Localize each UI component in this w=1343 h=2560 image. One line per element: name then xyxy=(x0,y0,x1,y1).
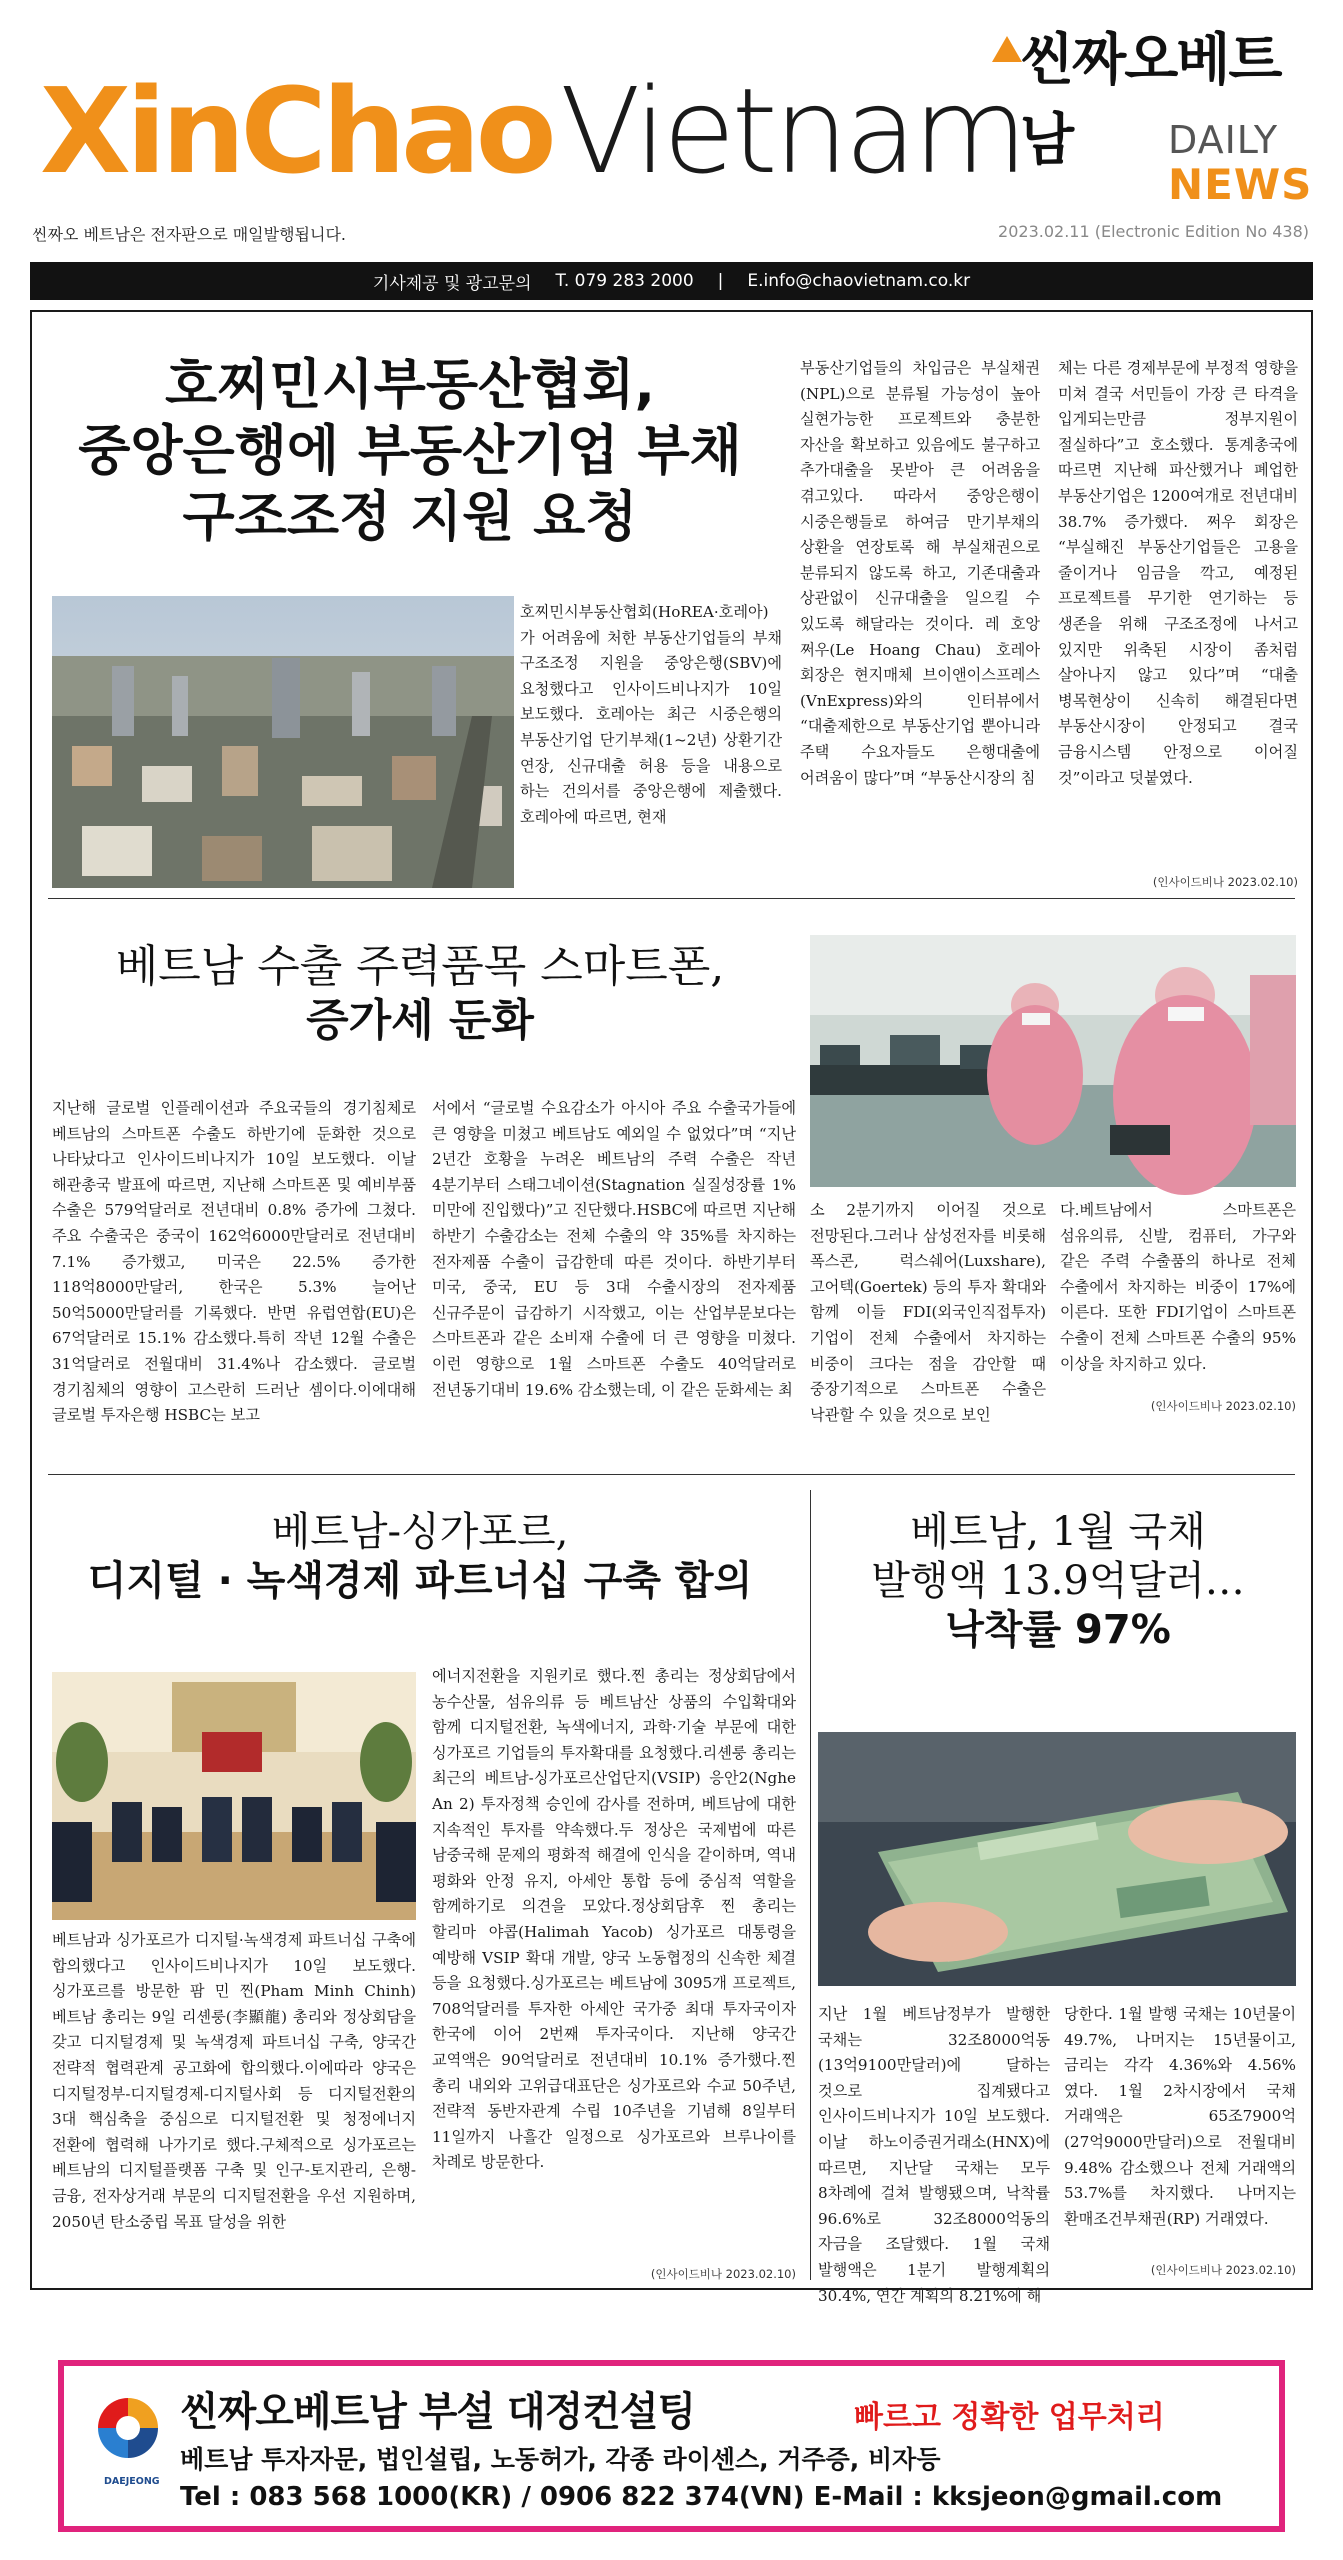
article3-body-col1: 베트남과 싱가포르가 디지털·녹색경제 파트너십 구축에 합의했다고 인사이드비나지가 10일 보도했다. 싱가포르를 방문한 팜 민 찐(Pham Minh Chinh) 베트남 총리는 9일 리셴룽(李顯龍) 총리와 정상회담을 갖고 디지털경제 및 녹색경제 파트너십 구축, 양국간 전략적 협력관계 공고화에 합의했다.이에따라 양국은 디지털정부-디지털경제-디지털사회 등 디지털전환의 3대 핵심축을 중심으로 디지털전환 및 청정에너지 전환에 협력해 나가기로 했다.구체적으로 싱가포르는 베트남의 디지털플랫폼 구축 및 인구-토지관리, 은행-금융, 전자상거래 부문의 디지털전환을 우선 지원하며, 2050년 탄소중립 목표 달성을 위한 xyxy=(52,1931,416,2231)
divider-vertical xyxy=(810,1490,811,2280)
article1-headline-line2: 중앙은행에 부동산기업 부채 xyxy=(78,418,742,482)
article2-source: (인사이드비나 2023.02.10) xyxy=(1150,1399,1296,1413)
article3-photo-summit-meeting xyxy=(52,1672,416,1920)
contact-separator: | xyxy=(717,271,724,291)
article1-body-col3: 체는 다른 경제부문에 부정적 영향을 미쳐 결국 서민들이 가장 큰 타격을 입게되는만큼 정부지원이 절실하다”고 호소했다. 통계총국에 따르면 지난해 파산했거나 폐업한 부동산기업은 1200여개로 전년대비 38.7% 증가했다. 쩌우 회장은 “부실해진 부동산기업들은 고용을 줄이거나 임금을 깍고, 예정된 프로젝트를 무기한 연기하는 등 생존을 위해 구조조정에 나서고 있지만 위축된 시장이 좀처럼 살아나지 않고 있다”며 “대출 병목현상이 신속히 해결된다면 부동산시장이 안정되고 결국 금융시스템 안정으로 이어질 것”이라고 덧붙였다. xyxy=(1058,359,1298,787)
article4-body-col2: 당한다. 1월 발행 국채는 10년물이 49.7%, 나머지는 15년물이고, 금리는 각각 4.36%와 4.56%였다. 1월 2차시장에서 국채 거래액은 65조7900억(27억9000만달러)으로 전월대비 9.48% 감소했으나 전체 거래액의 53.7%를 차지했다. 나머지는 환매조건부채권(RP) 거래였다. xyxy=(1064,2005,1296,2228)
contact-phone[interactable]: T. 079 283 2000 xyxy=(555,271,694,291)
article1-source: (인사이드비나 2023.02.10) xyxy=(1152,875,1298,889)
brand-vietnam: Vietnam xyxy=(560,62,1024,200)
article4-headline-line1: 베트남, 1월 국채 xyxy=(910,1509,1206,1555)
article1-body-col1: 호찌민시부동산협회(HoREA·호레아)가 어려움에 처한 부동산기업들의 부채 구조조정 지원을 중앙은행(SBV)에 요청했다고 인사이드비나지가 10일 보도했다. 호레아는 최근 시중은행의 부동산기업 단기부채(1~2년) 상환기간 연장, 신규대출 허용 등을 내용으로 하는 건의서를 중앙은행에 제출했다. 호레아에 따르면, 현재 xyxy=(520,603,782,826)
news-label: NEWS xyxy=(1168,160,1313,209)
daejeong-brand-text: DAEJEONG xyxy=(104,2476,160,2487)
daejeong-logo xyxy=(88,2388,168,2478)
article2-body-col3: 소 2분기까지 이어질 것으로 전망된다.그러나 삼성전자를 비롯해 폭스콘, 럭스쉐어(Luxshare), 고어텍(Goertek) 등의 투자 확대와 함께 이들 FDI(외국인직접투자) 기업이 전체 수출에서 차지하는 비중이 크다는 점을 감안할 때 중장기적으로 스마트폰 수출은 낙관할 수 있을 것으로 보인 xyxy=(810,1201,1046,1424)
ad-contact[interactable]: Tel : 083 568 1000(KR) / 0906 822 374(VN) E-Mail : kksjeon@gmail.com xyxy=(180,2482,1223,2512)
article4-headline-line2: 발행액 13.9억달러… xyxy=(871,1557,1245,1604)
brand-xinchao: XinChao xyxy=(40,62,552,200)
article1-photo-city-skyline xyxy=(52,596,514,888)
article4-body-col1: 지난 1월 베트남정부가 발행한 국채는 32조8000억동(13억9100만달러)에 달하는 것으로 집계됐다고 인사이드비나지가 10일 보도했다. 이날 하노이증권거래소(HNX)에 따르면, 지난달 국채는 모두 8차례에 걸쳐 발행됐으며, 낙착률 96.6%로 32조8000억동의 자금을 조달했다. 1월 국채 발행액은 1분기 발행계획의 30.4%, 연간 계획의 8.21%에 해 xyxy=(818,2005,1050,2305)
article2-photo-factory-workers xyxy=(810,935,1296,1187)
masthead xyxy=(0,0,1343,294)
article4-photo-banknotes xyxy=(818,1732,1296,1986)
korean-logo-text: 씬짜오베트남 xyxy=(1020,28,1281,173)
article1-headline-line1: 호찌민시부동산협회, xyxy=(165,353,655,416)
ad-slogan: 빠르고 정확한 업무처리 xyxy=(854,2400,1165,2435)
article1-body-col2: 부동산기업들의 차입금은 부실채권(NPL)으로 분류될 가능성이 높아 실현가능한 프로젝트와 충분한 자산을 확보하고 있음에도 불구하고 추가대출을 못받아 큰 어려움을 겪고있다. 따라서 중앙은행이 시중은행들로 하여금 만기부채의 상환을 연장토록 해 부실채권으로 분류되지 않도록 하고, 기존대출과 상관없이 신규대출을 일으킬 수 있도록 해달라는 것이다. 레 호앙 쩌우(Le Hoang Chau) 호레아 회장은 현지매체 브이앤이스프레스(VnExpress)와의 인터뷰에서 “대출제한으로 부동산기업 뿐아니라 주택 수요자들도 은행대출에 어려움이 많다”며 “부동산시장의 침 xyxy=(800,359,1040,787)
daily-label: DAILY xyxy=(1168,118,1279,162)
ad-services: 베트남 투자자문, 법인설립, 노동허가, 각종 라이센스, 거주증, 비자등 xyxy=(180,2445,941,2474)
article2-body-col2: 서에서 “글로벌 수요감소가 아시아 주요 수출국가들에 큰 영향을 미쳤고 베트남도 예외일 수 없었다”며 “지난 2년간 호황을 누려온 베트남의 주력 수출은 작년 4분기부터 스태그네이션(Stagnation 실질성장률 1% 미만에 진입했다)”고 진단했다.HSBC에 따르면 지난해 하반기 수출감소는 전체 수출의 약 35%를 차지하는 전자제품 수출이 급감한데 따른 것이다. 하반기부터 미국, 중국, EU 등 3대 수출시장의 전자제품 신규주문이 급감하기 시작했고, 이는 산업부문보다는 스마트폰과 같은 소비재 수출에 더 큰 영향을 미쳤다.이런 영향으로 1월 스마트폰 수출도 40억달러로 전년동기대비 19.6% 감소했는데, 이 같은 둔화세는 최 xyxy=(432,1099,796,1399)
article2-body-col1: 지난해 글로벌 인플레이션과 주요국들의 경기침체로 베트남의 스마트폰 수출도 하반기에 둔화한 것으로 나타났다고 인사이드비나지가 10일 보도했다. 이날 해관총국 발표에 따르면, 지난해 스마트폰 및 예비부품 수출은 579억달러로 전년대비 0.8% 증가에 그쳤다.주요 수출국은 중국이 162억6000만달러로 전년대비 7.1% 증가했고, 미국은 22.5% 증가한 118억8000만달러, 한국은 5.3% 늘어난 50억5000만달러를 기록했다. 반면 유럽연합(EU)은 67억달러로 15.1% 감소했다.특히 작년 12월 수출은 31억달러로 전월대비 31.4%나 감소했다. 글로벌 경기침체의 영향이 고스란히 드러난 셈이다.이에대해 글로벌 투자은행 HSBC는 보고 xyxy=(52,1099,416,1425)
article4-source: (인사이드비나 2023.02.10) xyxy=(1150,2263,1296,2277)
daejeong-logo-icon xyxy=(88,2388,168,2472)
article3-source: (인사이드비나 2023.02.10) xyxy=(650,2267,796,2281)
article3-body-col2: 에너지전환을 지원키로 했다.찐 총리는 정상회담에서 농수산물, 섬유의류 등 베트남산 상품의 수입확대와 함께 디지털전환, 녹색에너지, 과학·기술 부문에 대한 싱가포르 기업들의 투자확대를 요청했다.리셴룽 총리는 최근의 베트남-싱가포르산업단지(VSIP) 응안2(Nghe An 2) 투자정책 승인에 감사를 전하며, 베트남에 대한 지속적인 투자를 약속했다.두 정상은 국제법에 따른 남중국해 문제의 평화적 해결에 인식을 같이하며, 역내 평화와 안정 유지, 아세안 통합 등에 중심적 역할을 함께하기로 의견을 모았다.정상회담후 찐 총리는 할리마 야콥(Halimah Yacob) 싱가포르 대통령을 예방해 VSIP 확대 개발, 양국 노동협정의 신속한 체결 등을 요청했다.싱가포르는 베트남에 3095개 프로젝트, 708억달러를 투자한 아세안 국가중 최대 투자국이자 한국에 이어 2번째 투자국이다. 지난해 양국간 교역액은 90억달러로 전년대비 10.1% 증가했다.찐 총리 내외와 고위급대표단은 싱가포르와 수교 50주년, 전략적 동반자관계 수립 10주년을 기념해 8일부터 11일까지 나흘간 일정으로 싱가포르와 브루나이를 차례로 방문한다. xyxy=(432,1667,796,2172)
article2-headline xyxy=(40,940,800,1047)
article1-headline-line3: 구조조정 지원 요청 xyxy=(182,484,638,548)
article4-headline xyxy=(818,1508,1298,1654)
article4-headline-line3: 낙착률 97% xyxy=(945,1606,1171,1653)
contact-label: 기사제공 및 광고문의 xyxy=(372,273,532,294)
ad-banner-daejeong[interactable] xyxy=(58,2360,1285,2532)
article1-headline xyxy=(40,352,780,550)
edition-info: 2023.02.11 (Electronic Edition No 438) xyxy=(998,222,1309,241)
tagline: 씬짜오 베트남은 전자판으로 매일발행됩니다. xyxy=(32,225,347,244)
contact-email[interactable]: E.info@chaovietnam.co.kr xyxy=(747,271,971,291)
contact-bar xyxy=(30,262,1313,300)
article2-headline-line1: 베트남 수출 주력품목 스마트폰, xyxy=(115,941,725,992)
divider-2 xyxy=(48,1474,1295,1475)
logo-mark-icon xyxy=(990,32,1024,66)
article2-body-col4: 다.베트남에서 스마트폰은 섬유의류, 신발, 컴퓨터, 가구와 같은 주력 수출품의 하나로 전체 수출에서 차지하는 비중이 17%에 이른다. 또한 FDI기업이 스마트폰 수출이 전체 스마트폰 수출의 95% 이상을 차지하고 있다. xyxy=(1060,1201,1296,1373)
article2-headline-line2: 증가세 둔화 xyxy=(306,994,534,1046)
article3-headline-line2: 디지털 · 녹색경제 파트너십 구축 합의 xyxy=(87,1557,753,1604)
article3-headline-line1: 베트남-싱가포르, xyxy=(271,1509,569,1555)
divider-1 xyxy=(48,898,1295,899)
ad-title: 씬짜오베트남 부설 대정컨설팅 xyxy=(180,2389,696,2435)
article3-headline xyxy=(40,1508,800,1606)
